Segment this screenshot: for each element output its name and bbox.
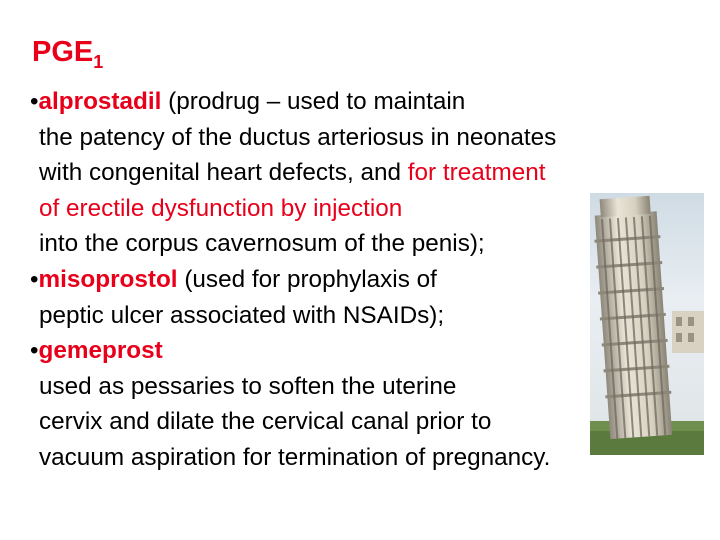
alprostadil-description: (prodrug – used to maintain [161,88,466,115]
drug-name-alprostadil: alprostadil [38,88,162,115]
body-line-3 [30,155,690,191]
title-subscript: 1 [93,52,104,72]
body-line-5: into the corpus cavernosum of the penis); [39,230,485,258]
slide-title [32,38,103,71]
bullet-alprostadil [30,84,690,120]
bullet-marker: • [30,88,39,115]
highlight-treatment: for treatment [407,159,546,187]
slide-body [30,84,690,476]
highlight-erectile-dysfunction: of erectile dysfunction by injection [39,194,403,222]
misoprostol-description: (used for prophylaxis of [177,265,437,293]
bullet-marker: • [30,337,39,365]
body-line-11: vacuum aspiration for termination of pregnancy. [39,443,551,471]
drug-name-gemeprost: gemeprost [38,337,163,365]
body-line-9: used as pessaries to soften the uterine [39,372,457,400]
body-line-2: the patency of the ductus arteriosus in neonates [39,123,557,151]
drug-name-misoprostol: misoprostol [38,265,178,293]
bullet-misoprostol [30,262,690,298]
body-line-10: cervix and dilate the cervical canal prior to [39,408,492,436]
bullet-gemeprost [30,333,690,369]
body-line-3-text: with congenital heart defects, and [39,159,408,187]
title-main: PGE [32,36,94,68]
bullet-marker: • [30,265,39,293]
body-line-7: peptic ulcer associated with NSAIDs); [39,301,445,329]
